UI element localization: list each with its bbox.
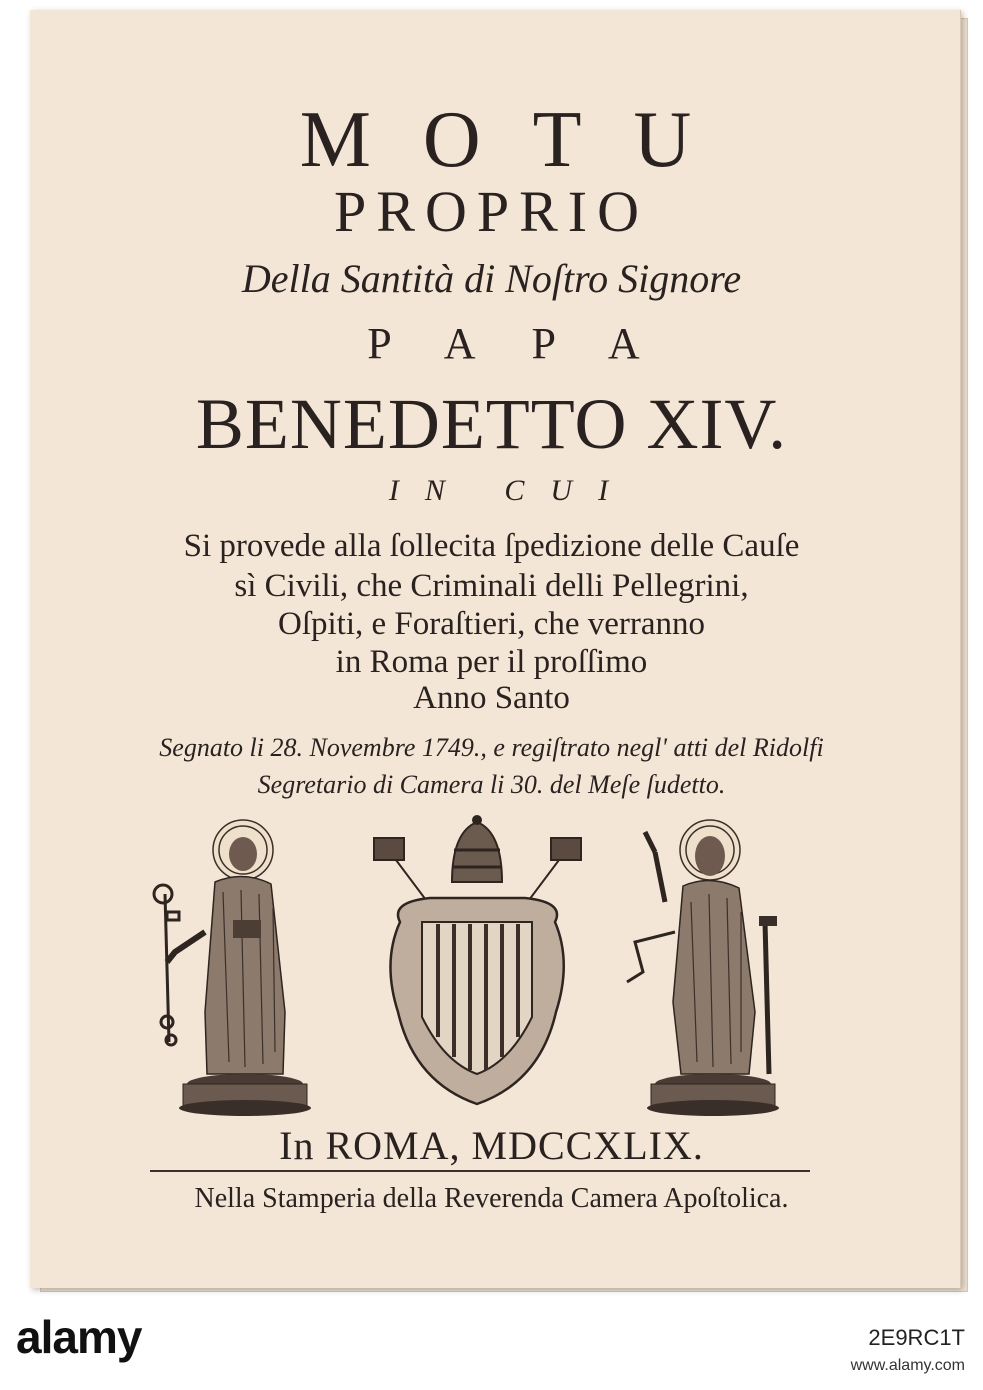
body-line: in Roma per il proſſimo bbox=[335, 644, 648, 680]
saint-peter-woodcut bbox=[145, 812, 315, 1120]
imprint-rule bbox=[150, 1170, 810, 1172]
saint-paul-woodcut bbox=[615, 812, 805, 1120]
body-line: Anno Santo bbox=[413, 680, 570, 716]
heading-in-cui: IN CUI bbox=[388, 474, 635, 507]
body-line: Oſpiti, e Foraſtieri, che verranno bbox=[277, 606, 706, 642]
stock-url: www.alamy.com bbox=[850, 1357, 965, 1374]
title-benedetto: BENEDETTO XIV. bbox=[195, 384, 788, 464]
image-id: 2E9RC1T bbox=[868, 1325, 965, 1350]
imprint-place: In ROMA, MDCCXLIX. bbox=[279, 1123, 704, 1168]
alamy-logo: alamy bbox=[16, 1311, 142, 1363]
title-motu: MOTU bbox=[299, 96, 744, 184]
papal-coat-of-arms bbox=[360, 812, 595, 1112]
body-line: sì Civili, che Criminali delli Pellegrini, bbox=[234, 568, 749, 604]
title-papa: PAPA bbox=[367, 319, 696, 368]
imprint-printer: Nella Stamperia della Reverenda Camera Apoſtolica. bbox=[194, 1183, 789, 1214]
stock-banner bbox=[0, 1300, 983, 1390]
signed-line: Segretario di Camera li 30. del Meſe ſudetto. bbox=[257, 770, 726, 799]
body-line: Si provede alla ſollecita ſpedizione delle Cauſe bbox=[183, 528, 800, 564]
title-proprio: PROPRIO bbox=[334, 179, 649, 244]
signed-line: Segnato li 28. Novembre 1749., e regiſtrato negl' atti del Ridolfi bbox=[159, 733, 824, 762]
subtitle-santita: Della Santità di Noſtro Signore bbox=[241, 256, 742, 301]
